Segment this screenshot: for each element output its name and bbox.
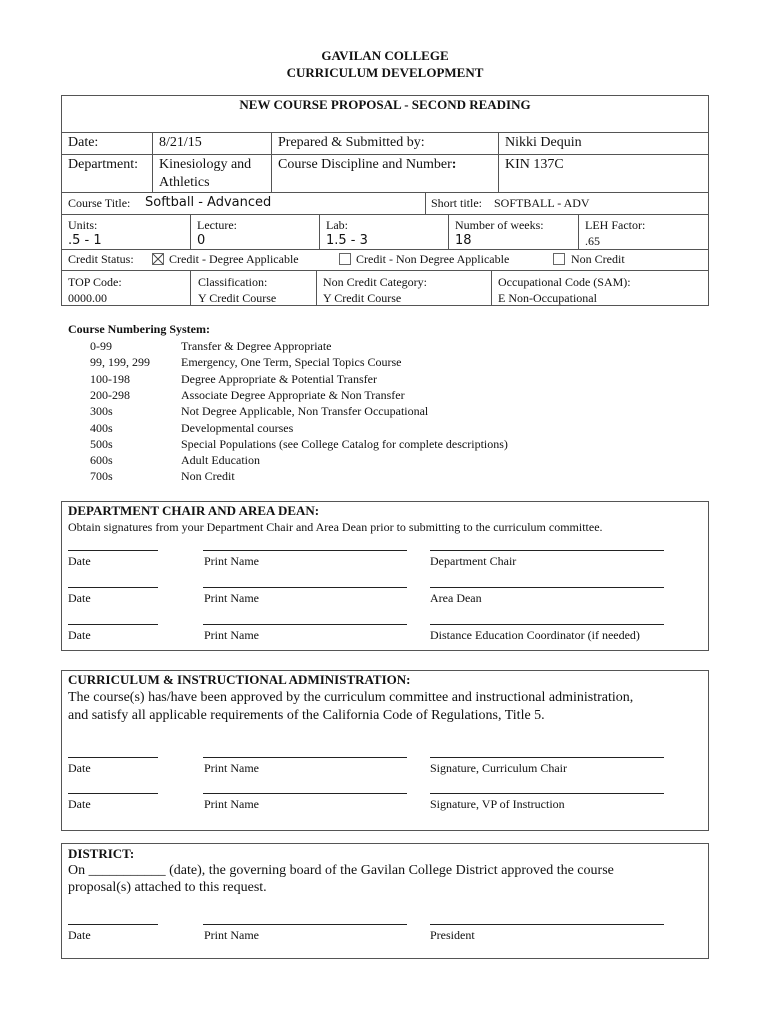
print-name-caption: Print Name xyxy=(204,628,259,642)
credit-status-label: Credit Status: xyxy=(68,252,134,266)
date-signature-line[interactable] xyxy=(68,793,158,794)
role-caption: Department Chair xyxy=(430,554,517,568)
print-name-caption: Print Name xyxy=(204,591,259,605)
dept-chair-title: DEPARTMENT CHAIR AND AREA DEAN: xyxy=(68,503,320,518)
date-signature-line[interactable] xyxy=(68,624,158,625)
numbering-description: Not Degree Applicable, Non Transfer Occupational xyxy=(181,404,429,419)
units-label: Units: xyxy=(68,218,98,232)
date-signature-line[interactable] xyxy=(68,550,158,551)
credit-degree-checkbox[interactable] xyxy=(152,253,164,265)
date-caption: Date xyxy=(68,628,91,642)
numbering-code: 99, 199, 299 xyxy=(90,355,150,370)
numbering-description: Developmental courses xyxy=(181,420,294,435)
numbering-description: Transfer & Degree Appropriate xyxy=(181,339,332,353)
date-caption: Date xyxy=(68,761,91,775)
print-name-caption: Print Name xyxy=(204,761,259,775)
numbering-code: 400s xyxy=(90,420,113,435)
noncredit-category-label: Non Credit Category: xyxy=(323,275,427,289)
print-name-caption: Print Name xyxy=(204,928,259,942)
name-signature-line[interactable] xyxy=(203,757,407,758)
print-name-caption: Print Name xyxy=(204,797,259,811)
numbering-description: Adult Education xyxy=(181,453,260,468)
name-signature-line[interactable] xyxy=(203,587,407,588)
district-text-2: proposal(s) attached to this request. xyxy=(68,880,267,895)
numbering-description: Non Credit xyxy=(181,469,235,484)
date-caption: Date xyxy=(68,797,91,811)
occupational-code-label: Occupational Code (SAM): xyxy=(498,275,631,289)
numbering-code: 700s xyxy=(90,469,113,484)
short-title-value[interactable]: SOFTBALL - ADV xyxy=(494,196,590,210)
numbering-code: 0-99 xyxy=(90,339,112,353)
curriculum-admin-text-2: and satisfy all applicable requirements of the California Code of Regulations, Title 5. xyxy=(68,708,545,723)
date-label: Date: xyxy=(68,135,99,150)
name-signature-line[interactable] xyxy=(203,924,407,925)
discipline-label: Course Discipline and Number: xyxy=(278,157,457,172)
classification-label: Classification: xyxy=(198,275,268,289)
lecture-value[interactable]: 0 xyxy=(197,233,206,248)
role-signature-line[interactable] xyxy=(430,924,664,925)
weeks-value[interactable]: 18 xyxy=(455,233,472,248)
role-caption: Signature, VP of Instruction xyxy=(430,797,565,811)
course-title-label: Course Title: xyxy=(68,196,131,210)
district-text-1: On ___________ (date), the governing board of the Gavilan College District approved the course xyxy=(68,863,614,878)
role-signature-line[interactable] xyxy=(430,624,664,625)
lecture-label: Lecture: xyxy=(197,218,237,232)
lab-value[interactable]: 1.5 - 3 xyxy=(326,233,368,248)
numbering-code: 100-198 xyxy=(90,371,130,386)
weeks-label: Number of weeks: xyxy=(455,218,544,232)
role-caption: President xyxy=(430,928,475,942)
dept-chair-instructions: Obtain signatures from your Department Chair and Area Dean prior to submitting to the curriculum committee. xyxy=(68,520,603,534)
curriculum-admin-title: CURRICULUM & INSTRUCTIONAL ADMINISTRATION: xyxy=(68,672,411,687)
department-label: Department: xyxy=(68,157,138,172)
short-title-label: Short title: xyxy=(431,196,482,210)
form-title: NEW COURSE PROPOSAL - SECOND READING xyxy=(239,97,531,112)
lab-label: Lab: xyxy=(326,218,348,232)
date-caption: Date xyxy=(68,928,91,942)
curriculum-admin-text-1: The course(s) has/have been approved by the curriculum committee and instructional administration, xyxy=(68,690,634,705)
leh-value[interactable]: .65 xyxy=(585,234,600,248)
units-value[interactable]: .5 - 1 xyxy=(68,233,102,248)
role-signature-line[interactable] xyxy=(430,587,664,588)
print-name-caption: Print Name xyxy=(204,554,259,568)
numbering-code: 600s xyxy=(90,453,113,468)
date-signature-line[interactable] xyxy=(68,924,158,925)
date-caption: Date xyxy=(68,554,91,568)
department-value-line2[interactable]: Athletics xyxy=(159,175,210,190)
occupational-code-value[interactable]: E Non-Occupational xyxy=(498,291,597,305)
credit-non-degree-checkbox[interactable] xyxy=(339,253,351,265)
role-caption: Distance Education Coordinator (if needed) xyxy=(430,628,640,642)
top-code-value[interactable]: 0000.00 xyxy=(68,291,107,305)
date-caption: Date xyxy=(68,591,91,605)
department-value-line1[interactable]: Kinesiology and xyxy=(159,157,252,172)
numbering-title: Course Numbering System: xyxy=(68,322,210,336)
college-name: GAVILAN COLLEGE xyxy=(321,48,449,63)
role-signature-line[interactable] xyxy=(430,757,664,758)
non-credit-label: Non Credit xyxy=(571,252,625,266)
credit-non-degree-label: Credit - Non Degree Applicable xyxy=(356,252,510,266)
date-value[interactable]: 8/21/15 xyxy=(159,135,202,150)
name-signature-line[interactable] xyxy=(203,793,407,794)
date-signature-line[interactable] xyxy=(68,757,158,758)
date-signature-line[interactable] xyxy=(68,587,158,588)
discipline-value[interactable]: KIN 137C xyxy=(505,157,564,172)
numbering-code: 300s xyxy=(90,404,113,419)
noncredit-category-value[interactable]: Y Credit Course xyxy=(323,291,402,305)
district-title: DISTRICT: xyxy=(68,846,135,861)
top-code-label: TOP Code: xyxy=(68,275,122,289)
role-caption: Area Dean xyxy=(430,591,482,605)
numbering-description: Associate Degree Appropriate & Non Transfer xyxy=(181,387,405,402)
role-caption: Signature, Curriculum Chair xyxy=(430,761,567,775)
leh-label: LEH Factor: xyxy=(585,218,646,232)
form-subtitle: CURRICULUM DEVELOPMENT xyxy=(286,65,484,80)
role-signature-line[interactable] xyxy=(430,793,664,794)
checkmark-x-icon xyxy=(152,253,164,265)
numbering-code: 200-298 xyxy=(90,387,130,402)
name-signature-line[interactable] xyxy=(203,550,407,551)
role-signature-line[interactable] xyxy=(430,550,664,551)
numbering-description: Special Populations (see College Catalog for complete descriptions) xyxy=(181,436,508,451)
district-section xyxy=(61,843,709,959)
classification-value[interactable]: Y Credit Course xyxy=(198,291,277,305)
prepared-label: Prepared & Submitted by: xyxy=(278,135,425,150)
credit-degree-label: Credit - Degree Applicable xyxy=(169,252,299,266)
name-signature-line[interactable] xyxy=(203,624,407,625)
numbering-description: Degree Appropriate & Potential Transfer xyxy=(181,371,377,386)
numbering-description: Emergency, One Term, Special Topics Course xyxy=(181,355,402,370)
course-title-value[interactable]: Softball - Advanced xyxy=(145,195,272,210)
non-credit-checkbox[interactable] xyxy=(553,253,565,265)
prepared-value[interactable]: Nikki Dequin xyxy=(505,135,582,150)
numbering-code: 500s xyxy=(90,436,113,451)
